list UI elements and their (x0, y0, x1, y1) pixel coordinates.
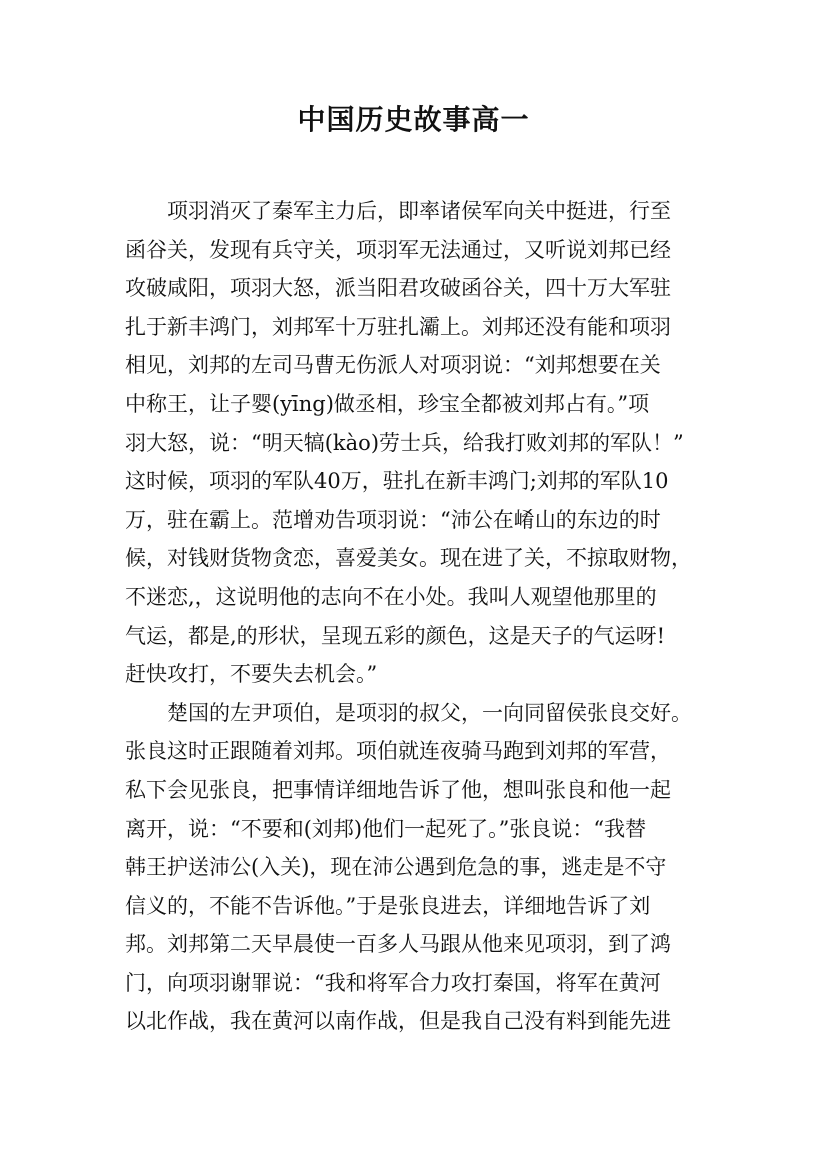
document-title: 中国历史故事高一 (297, 103, 530, 136)
paragraph-1: 项羽消灭了秦军主力后，即率诸侯军向关中挺进，行至 函谷关，发现有兵守关，项羽军无法通过，又听说刘邦已经 攻破咸阳，项羽大怒，派当阳君攻破函谷关，四十万大军驻 扎于新丰鸿门，刘邦军十万驻扎灞上。刘邦还没有能和项羽 相见，刘邦的左司马曹无伤派人对项羽说：“刘邦想要在关 中称王，让子婴(yīng)做丞相，珍宝全都被刘邦占有。”项 羽大怒，说：“明天犒(kào)劳士兵，给我打败刘邦的军队！” 这时候，项羽的军队40万，驻扎在新丰鸿门;刘邦的军队10 万，驻在霸上。范增劝告项羽说：“沛公在崤山的东边的时 候，对钱财货物贪恋，喜爱美女。现在进了关，不掠取财物， 不迷恋,，这说明他的志向不在小处。我叫人观望他那里的 气运，都是,的形状，呈现五彩的颜色，这是天子的气运呀! 赶快攻打，不要失去机会。” (125, 199, 692, 687)
document-body (125, 192, 710, 1041)
paragraph-2: 楚国的左尹项伯，是项羽的叔父，一向同留侯张良交好。 张良这时正跟随着刘邦。项伯就连夜骑马跑到刘邦的军营， 私下会见张良，把事情详细地告诉了他，想叫张良和他一起 离开，说：“不要和(刘邦)他们一起死了。”张良说：“我替 韩王护送沛公(入关)，现在沛公遇到危急的事，逃走是不守 信义的，不能不告诉他。”于是张良进去，详细地告诉了刘 邦。刘邦第二天早晨使一百多人马跟从他来见项羽，到了鸿 门，向项羽谢罪说：“我和将军合力攻打秦国，将军在黄河 以北作战，我在黄河以南作战，但是我自己没有料到能先进 (125, 700, 692, 1034)
